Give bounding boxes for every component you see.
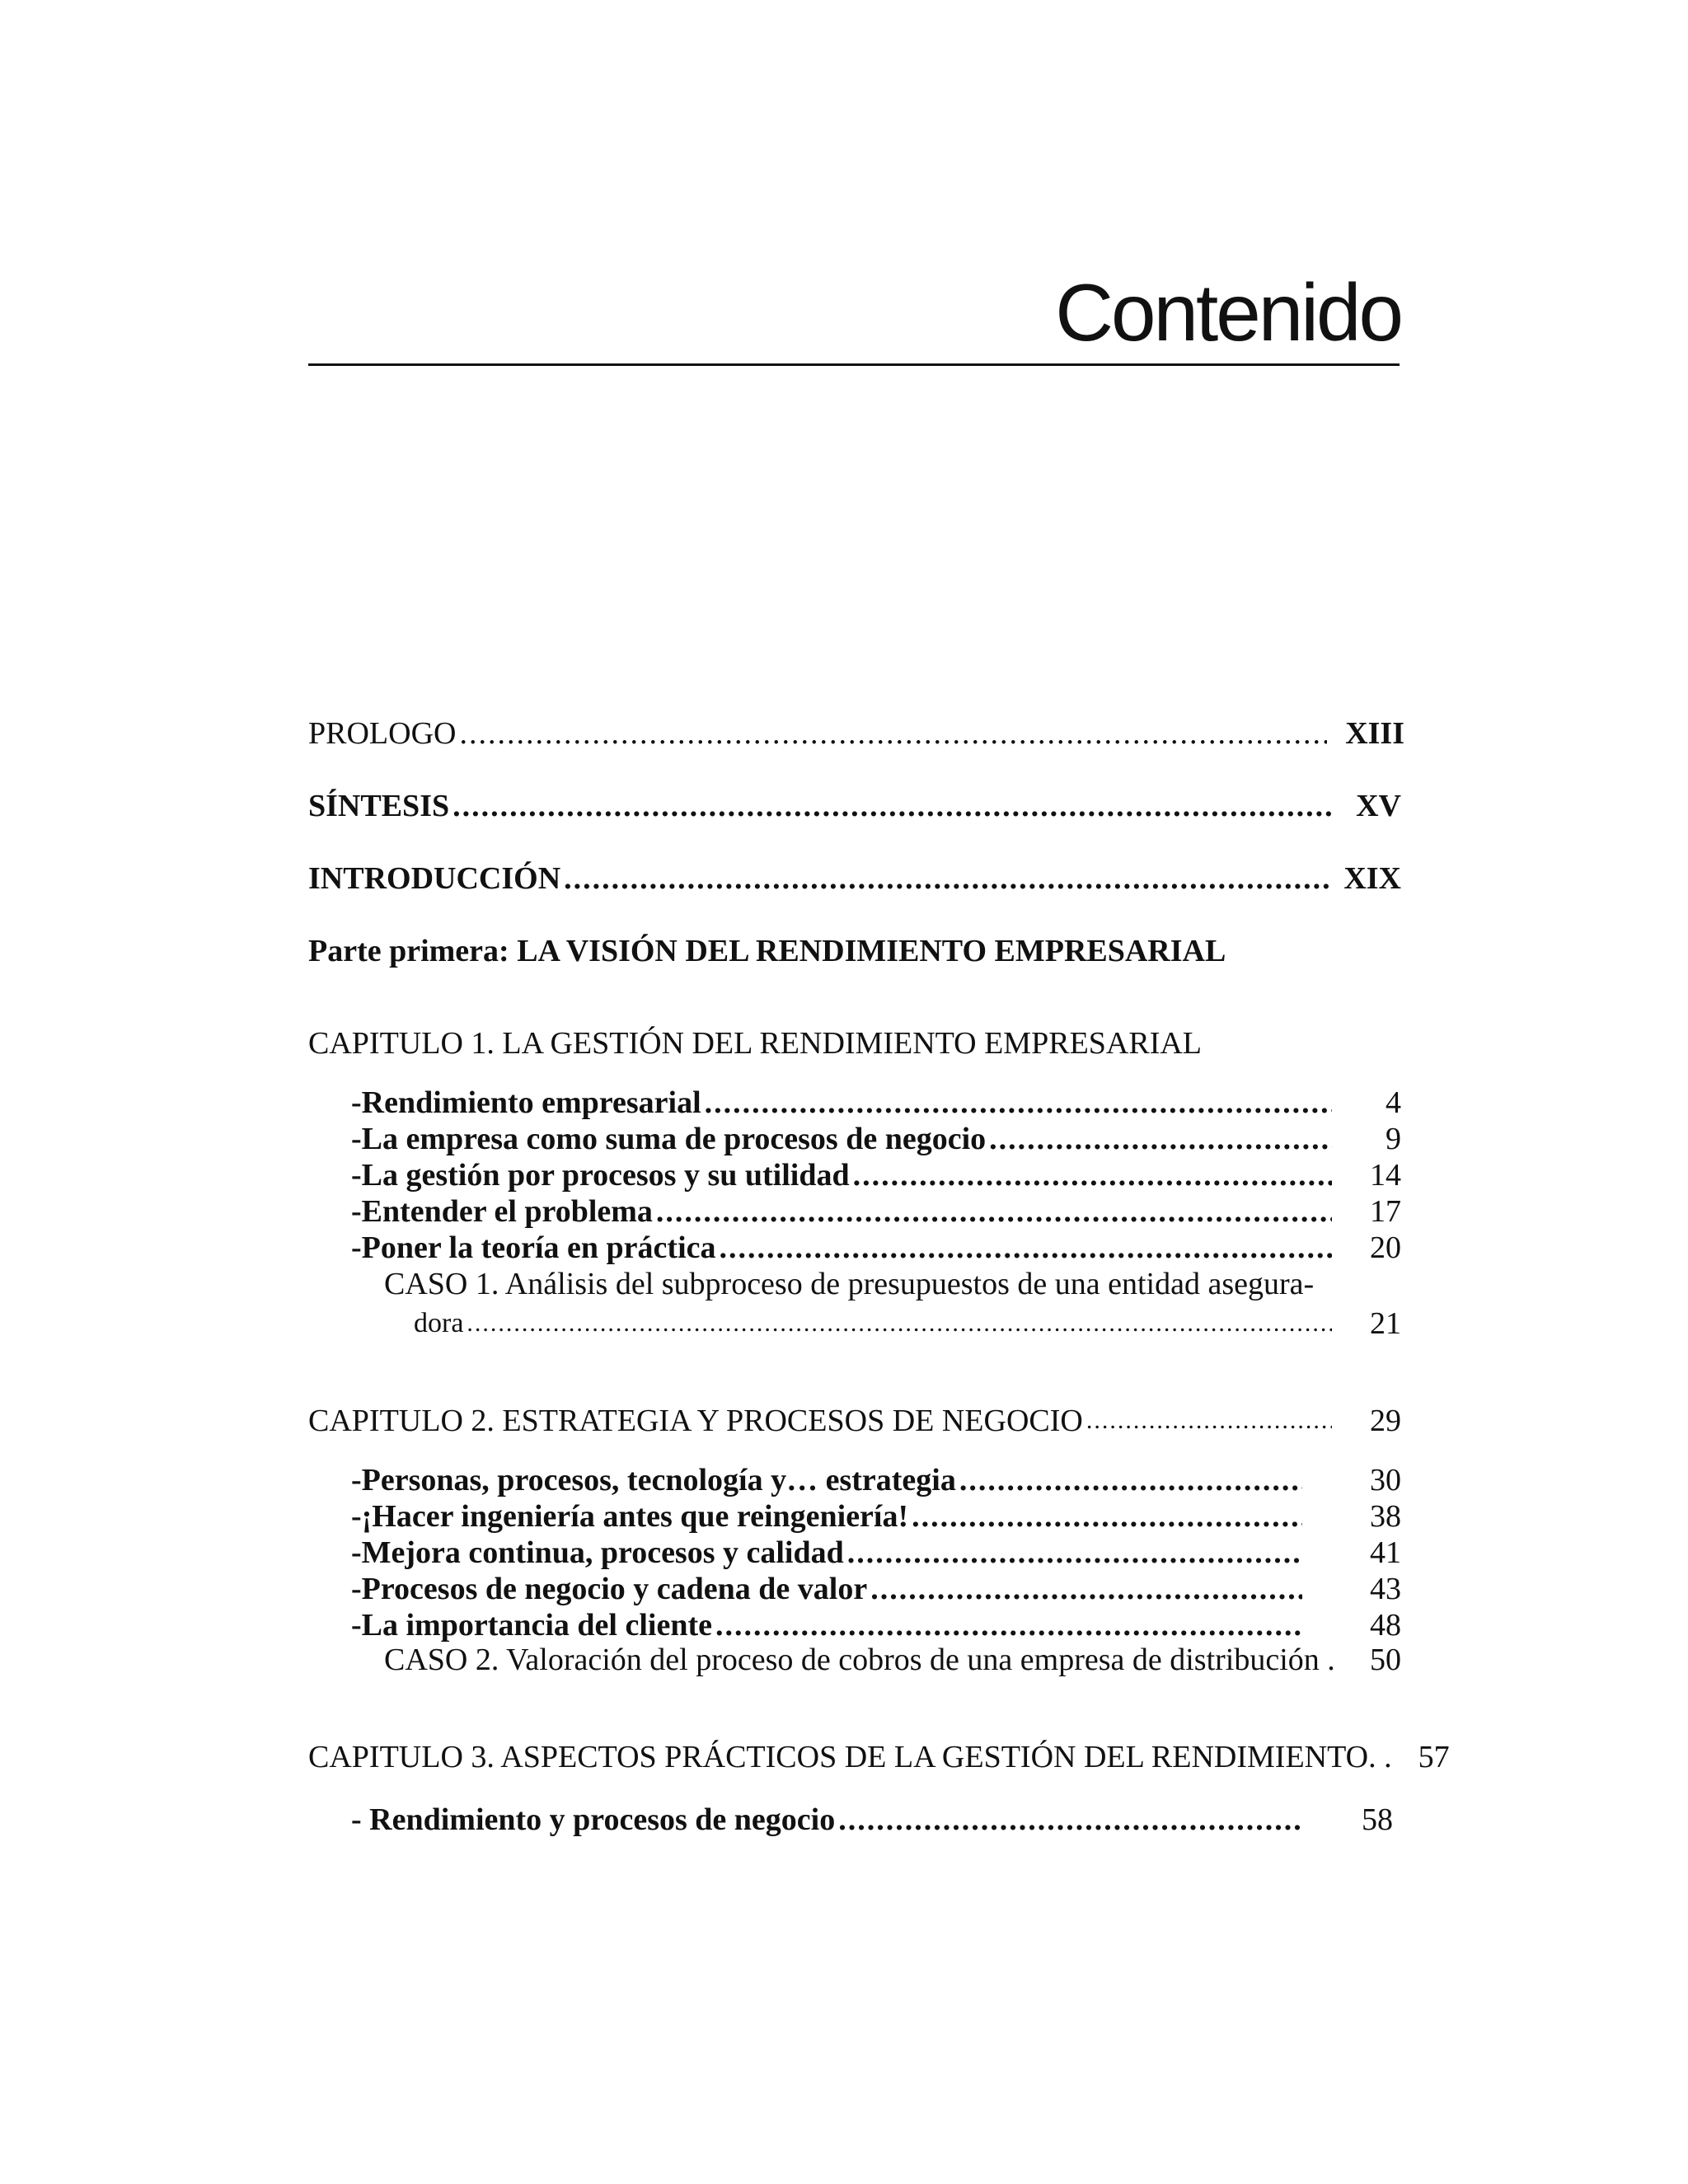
- chapter-1-title[interactable]: CAPITULO 1. LA GESTIÓN DEL RENDIMIENTO EMPRESARIAL: [308, 1026, 1203, 1061]
- entry-label: Rendimiento empresarial: [361, 1085, 701, 1120]
- entry-page: 41: [1370, 1535, 1401, 1570]
- bullet: -: [351, 1608, 362, 1643]
- entry-label: Mejora continua, procesos y calidad: [361, 1535, 844, 1570]
- entry-label: La gestión por procesos y su utilidad: [361, 1158, 850, 1193]
- entry-page: 21: [1370, 1306, 1401, 1341]
- entry-page: 50: [1370, 1643, 1401, 1677]
- entry-label: - Rendimiento y procesos de negocio: [351, 1802, 836, 1837]
- entry-label: La importancia del cliente: [361, 1608, 712, 1643]
- entry-label: Entender el problema: [361, 1194, 653, 1229]
- case-1-line-2[interactable]: [414, 1301, 1401, 1347]
- entry-label: CASO 2. Valoración del proceso de cobros de una empresa de distribución .: [384, 1643, 1335, 1677]
- entry-page: 43: [1370, 1572, 1401, 1606]
- bullet: -: [351, 1572, 362, 1606]
- leader-dots: [467, 1305, 1332, 1342]
- case-1-line-1[interactable]: CASO 1. Análisis del subproceso de presupuestos de una entidad asegura-: [384, 1267, 1315, 1301]
- entry-label: Personas, procesos, tecnología y… estrategia: [361, 1463, 956, 1497]
- leader-dots: [1086, 1403, 1332, 1439]
- entry-label: PROLOGO: [308, 716, 457, 751]
- entry-page: 4: [1386, 1085, 1401, 1120]
- entry-page: 57: [1418, 1740, 1450, 1774]
- bullet: -: [351, 1085, 362, 1120]
- entry-page: 38: [1370, 1499, 1401, 1534]
- toc-item[interactable]: [351, 1797, 1393, 1843]
- part-title: LA VISIÓN DEL RENDIMIENTO EMPRESARIAL: [517, 934, 1226, 968]
- entry-label: CAPITULO 3. ASPECTOS PRÁCTICOS DE LA GESTIÓN DEL RENDIMIENTO. .: [308, 1740, 1392, 1774]
- toc-entry-sintesis[interactable]: [308, 783, 1401, 829]
- leader-dots: [838, 1802, 1302, 1838]
- entry-page: 17: [1370, 1194, 1401, 1229]
- entry-page: XV: [1356, 789, 1401, 823]
- leader-dots: [459, 715, 1327, 752]
- chapter-2-title[interactable]: [308, 1398, 1401, 1444]
- entry-page: 30: [1370, 1463, 1401, 1497]
- bullet: -: [351, 1499, 362, 1534]
- entry-label: SÍNTESIS: [308, 789, 450, 823]
- bullet: -: [351, 1230, 362, 1265]
- entry-page: 20: [1370, 1230, 1401, 1265]
- part-heading: [308, 928, 1226, 974]
- toc-entry-introduccion[interactable]: [308, 855, 1401, 902]
- toc-entry-prologo[interactable]: [308, 710, 1404, 757]
- entry-page: 58: [1362, 1802, 1393, 1837]
- case-2-line[interactable]: [384, 1637, 1401, 1683]
- title-rule: [308, 363, 1400, 366]
- bullet: -: [351, 1463, 362, 1497]
- entry-label: ¡Hacer ingeniería antes que reingeniería!: [361, 1499, 909, 1534]
- entry-label: Procesos de negocio y cadena de valor: [361, 1572, 868, 1606]
- entry-page: XIX: [1343, 861, 1401, 896]
- entry-page: 29: [1370, 1404, 1401, 1438]
- bullet: -: [351, 1535, 362, 1570]
- bullet: -: [351, 1194, 362, 1229]
- chapter-3-title[interactable]: [308, 1734, 1450, 1780]
- entry-page: 48: [1370, 1608, 1401, 1643]
- entry-label: INTRODUCCIÓN: [308, 861, 561, 896]
- entry-page: 14: [1370, 1158, 1401, 1193]
- leader-dots: [452, 788, 1332, 824]
- page-title: Contenido: [1055, 267, 1401, 358]
- entry-label: dora: [414, 1308, 464, 1338]
- entry-page: 9: [1386, 1122, 1401, 1156]
- entry-label: Poner la teoría en práctica: [361, 1230, 716, 1265]
- leader-dots: [564, 860, 1332, 897]
- bullet: -: [351, 1158, 362, 1193]
- entry-label: CAPITULO 2. ESTRATEGIA Y PROCESOS DE NEGOCIO: [308, 1404, 1083, 1438]
- part-prefix: Parte primera:: [308, 934, 509, 968]
- entry-label: La empresa como suma de procesos de negocio: [361, 1122, 987, 1156]
- bullet: -: [351, 1122, 362, 1156]
- entry-page: XIII: [1345, 716, 1404, 751]
